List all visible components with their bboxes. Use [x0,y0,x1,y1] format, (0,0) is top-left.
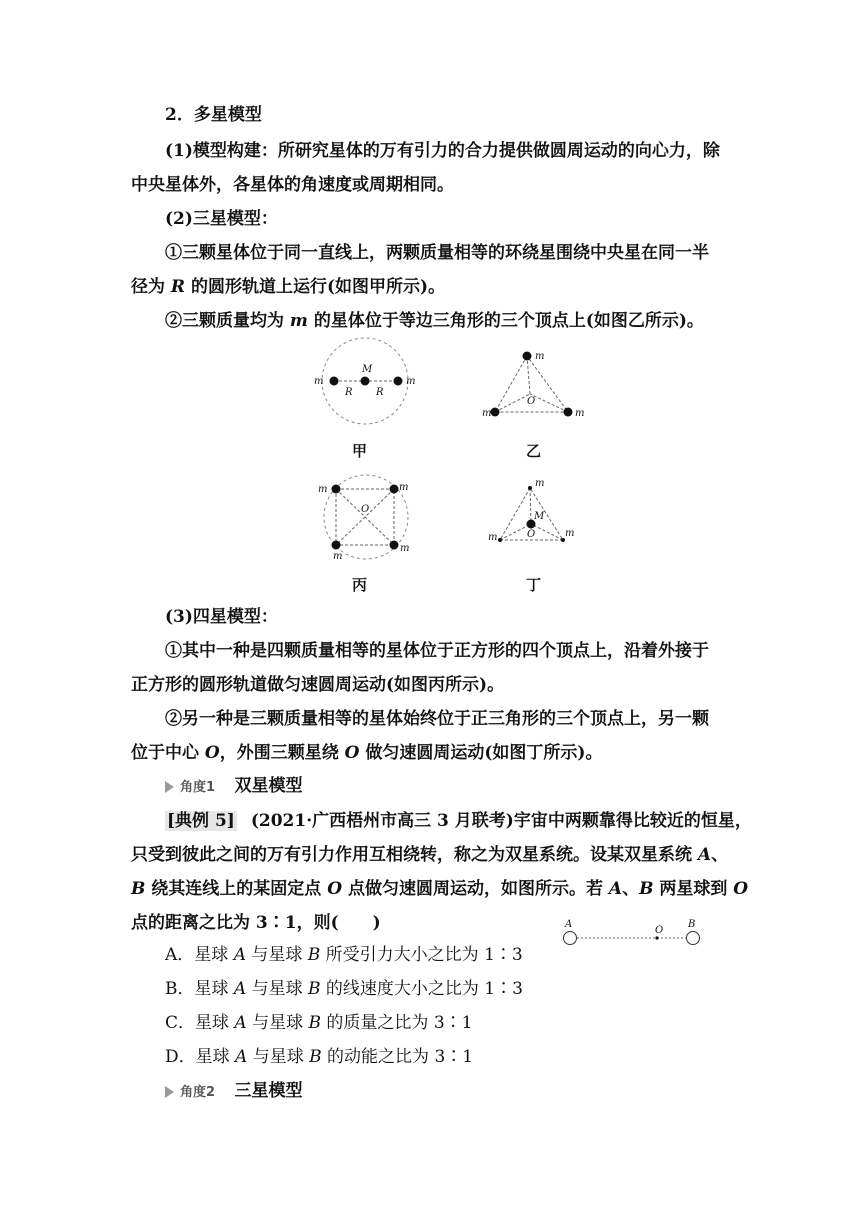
paragraph-model-construction-line1: (1)模型构建：所研究星体的万有引力的合力提供做圆周运动的向心力，除 [165,141,720,161]
three-star-item1-line1: ①三颗星体位于同一直线上，两颗质量相等的环绕星围绕中央星在同一半 [165,243,709,263]
angle1-heading: 角度1 双星模型 [165,775,302,799]
svg-text:m: m [565,528,575,539]
caption-bing: 丙 [352,576,368,594]
subheading-four-star: (3)四星模型： [165,607,278,627]
triangle-marker-icon [165,781,174,793]
angle2-heading: 角度2 三星模型 [165,1080,302,1104]
three-star-item2: ②三颗质量均为 m 的星体位于等边三角形的三个顶点上(如图乙所示)。 [165,311,704,331]
svg-text:R: R [345,387,353,398]
four-star-item2-line2: 位于中心 O，外围三颗星绕 O 做匀速圆周运动(如图丁所示)。 [131,743,603,763]
example-source: (2021·广西梧州市高三 3 月联考) [250,811,514,831]
svg-text:m: m [575,408,585,419]
svg-text:M: M [362,364,373,375]
option-a[interactable]: A．星球 A 与星球 B 所受引力大小之比为 1∶3 [165,945,523,965]
svg-text:m: m [535,351,545,362]
svg-text:O: O [527,396,536,407]
binary-star-diagram [560,918,710,958]
svg-text:m: m [333,551,343,562]
svg-text:m: m [399,482,409,493]
svg-text:m: m [314,376,324,387]
example-tag: [典例 5] [167,811,235,831]
svg-text:M: M [534,511,545,522]
example-line2: 只受到彼此之间的万有引力作用互相绕转，称之为双星系统。设某双星系统 A、 [131,845,729,865]
star-center [361,377,370,386]
svg-text:m: m [318,484,328,495]
option-d[interactable]: D．星球 A 与星球 B 的动能之比为 3∶1 [165,1047,474,1067]
option-c[interactable]: C．星球 A 与星球 B 的质量之比为 3∶1 [165,1013,473,1033]
svg-text:m: m [400,543,410,554]
svg-text:R: R [376,387,384,398]
figure-jia-diagram [310,340,420,430]
subheading-three-star: (2)三星模型： [165,209,278,229]
four-star-item1-line2: 正方形的圆形轨道做匀速圆周运动(如图丙所示)。 [131,675,505,695]
three-star-item1-line2: 径为 R 的圆形轨道上运行(如图甲所示)。 [131,277,446,297]
example-line4: 点的距离之比为 3∶1，则( ) [131,913,381,933]
star-left [330,377,339,386]
option-b[interactable]: B．星球 A 与星球 B 的线速度大小之比为 1∶3 [165,979,523,999]
svg-text:O: O [655,925,664,936]
four-star-item1-line1: ①其中一种是四颗质量相等的星体位于正方形的四个顶点上，沿着外接于 [165,641,709,661]
svg-text:O: O [361,504,370,515]
star-right [394,377,403,386]
caption-ding: 丁 [526,576,542,594]
svg-text:A: A [565,919,573,930]
figure-yi-diagram [480,348,590,428]
paragraph-model-construction-line2: 中央星体外，各星体的角速度或周期相同。 [131,175,454,195]
figure-bing-diagram [312,478,422,568]
svg-text:B: B [688,919,696,930]
triangle-marker-icon [165,1086,174,1098]
example-line1: [典例 5] (2021·广西梧州市高三 3 月联考)宇宙中两颗靠得比较近的恒星， [167,811,752,831]
four-star-item2-line1: ②另一种是三颗质量相等的星体始终位于正三角形的三个顶点上，另一颗 [165,709,709,729]
svg-text:m: m [406,376,416,387]
svg-text:m: m [482,408,492,419]
caption-yi: 乙 [526,442,542,460]
figure-ding-diagram [485,476,585,556]
svg-text:O: O [527,529,536,540]
svg-text:m: m [535,478,545,489]
svg-text:m: m [488,532,498,543]
section-title: 2．多星模型 [165,105,262,125]
caption-jia: 甲 [352,442,368,460]
example-line3: B 绕其连线上的某固定点 O 点做匀速圆周运动，如图所示。若 A、B 两星球到 O [131,879,749,899]
